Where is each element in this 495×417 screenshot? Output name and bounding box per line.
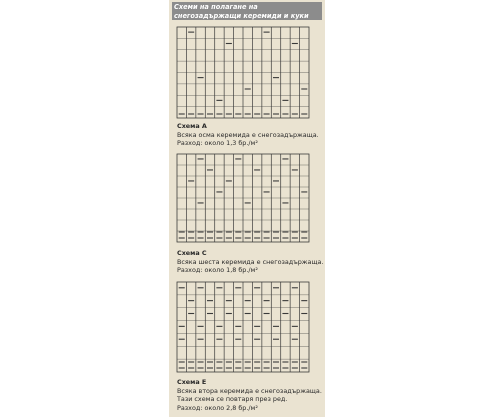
- scheme-c-caption: [177, 249, 323, 275]
- scheme-c-desc: Всяка шеста керемида е снегозадържаща.: [177, 257, 324, 266]
- section-banner: [172, 2, 322, 20]
- scheme-e-usage: Разход: около 2,8 бр./м²: [177, 403, 258, 412]
- scheme-a-desc: Всяка осма керемида е снегозадържаща.: [177, 130, 319, 139]
- scheme-c-title: Схема С: [177, 249, 207, 257]
- scheme-c-grid: [169, 152, 325, 247]
- banner-line-1: Схеми на полагане на: [174, 3, 258, 11]
- scheme-e-note: Тази схема се повтаря през ред.: [177, 395, 288, 404]
- scheme-a-caption: [177, 122, 319, 148]
- scheme-a-usage: Разход: около 1,3 бр./м²: [177, 139, 258, 148]
- scheme-e-title: Схема Е: [177, 378, 207, 386]
- scheme-a-title: Схема А: [177, 122, 207, 130]
- schemes-panel: [169, 0, 325, 417]
- scheme-e-desc: Всяка втора керемида е снегозадържаща.: [177, 386, 322, 395]
- banner-line-2: снегозадържащи керемиди и куки: [174, 11, 309, 20]
- scheme-a-grid: [169, 22, 325, 122]
- scheme-e-caption: [177, 378, 322, 412]
- scheme-e-grid: [169, 280, 325, 375]
- scheme-c-usage: Разход: около 1,8 бр./м²: [177, 266, 258, 275]
